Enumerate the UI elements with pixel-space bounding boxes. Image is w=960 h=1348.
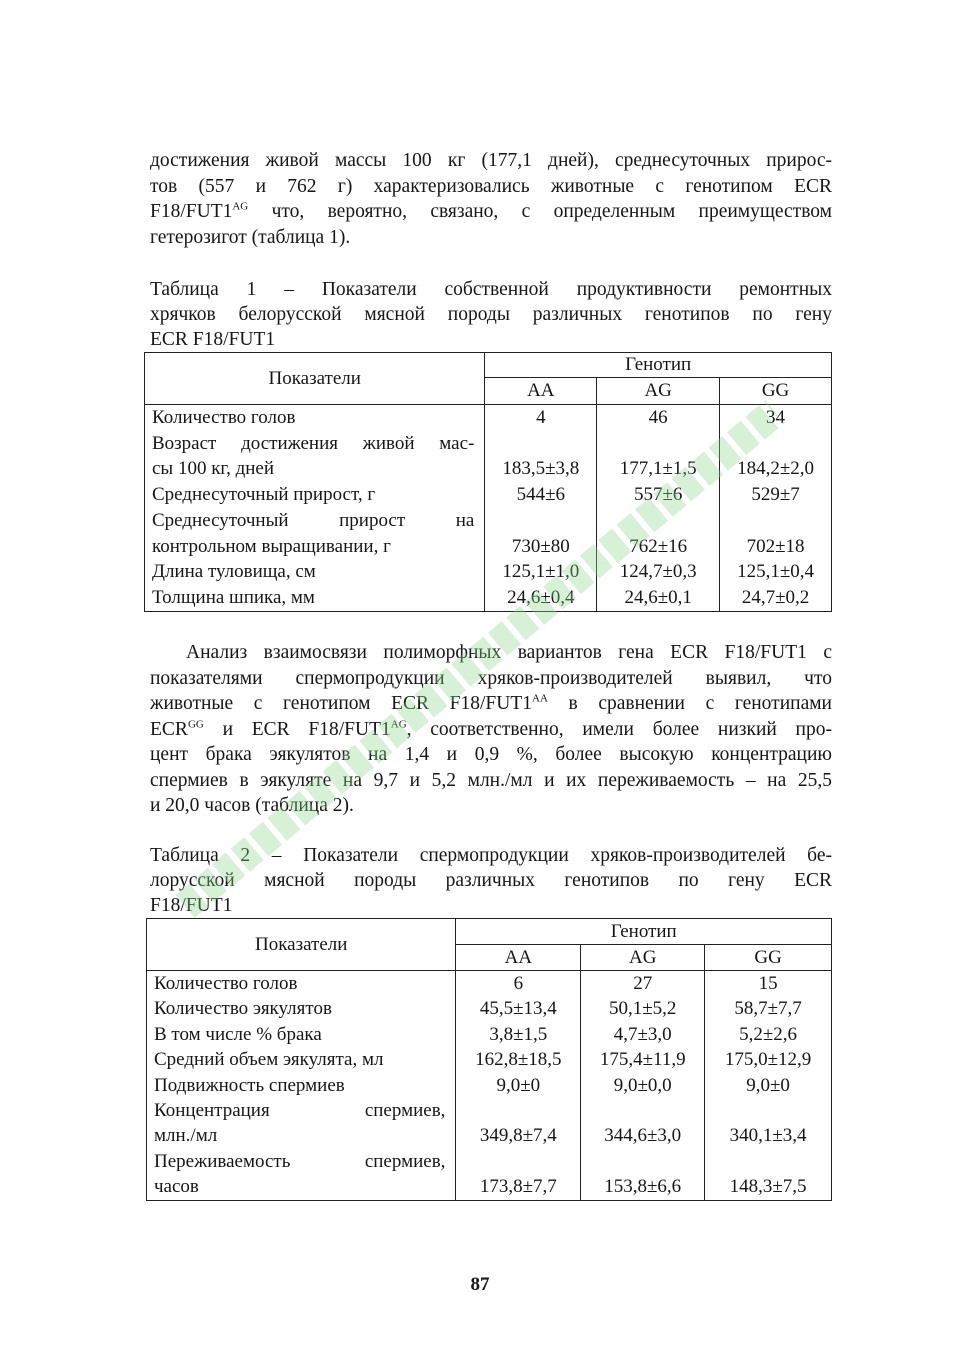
cell-ag: 50,1±5,2	[581, 996, 705, 1021]
table-row	[145, 508, 832, 559]
row-label-line: Длина туловища, см	[152, 561, 316, 583]
cell-gg: 340,1±3,4	[705, 1098, 832, 1149]
table1-caption-line: хрячков белорусской мясной породы различных генотипов по гену	[150, 304, 832, 325]
table-row	[145, 585, 832, 611]
cell-ag: 153,8±6,6	[581, 1149, 705, 1200]
cell-gg: 529±7	[720, 482, 832, 508]
row-label	[145, 431, 485, 482]
table1-caption-line: ECR F18/FUT1	[150, 329, 276, 350]
table1-genotype-gg: GG	[720, 378, 832, 405]
cell-aa: 730±80	[485, 508, 597, 559]
table-row	[147, 1022, 832, 1047]
superscript: AG	[232, 200, 249, 213]
analysis-paragraph	[150, 640, 832, 819]
row-label-line: Среднесуточный прирост, г	[152, 484, 376, 506]
analysis-line: спермиев в эякуляте на 9,7 и 5,2 млн./мл и их переживаемость – на 25,5	[150, 769, 832, 791]
cell-aa: 4	[485, 405, 597, 431]
row-label-line: Подвижность спермиев	[154, 1074, 345, 1096]
cell-ag: 4,7±3,0	[581, 1022, 705, 1047]
cell-aa: 9,0±0	[456, 1073, 581, 1098]
intro-line: достижения живой массы 100 кг (177,1 дней), среднесуточных прирос-	[150, 150, 832, 171]
row-label	[145, 585, 485, 611]
row-label	[145, 508, 485, 559]
row-label-line: сы 100 кг, дней	[152, 458, 275, 480]
row-label	[147, 1149, 456, 1200]
table1-caption	[150, 277, 832, 352]
table1-caption-line: Таблица 1 – Показатели собственной продуктивности ремонтных	[150, 279, 832, 300]
cell-aa: 349,8±7,4	[456, 1098, 581, 1149]
cell-aa: 45,5±13,4	[456, 996, 581, 1021]
table1	[144, 352, 832, 612]
table-row	[145, 482, 832, 508]
table1-genotype-aa: AA	[485, 378, 597, 405]
row-label-line: Количество голов	[152, 407, 296, 428]
table-row	[145, 431, 832, 482]
table-row	[147, 1098, 832, 1149]
cell-aa: 544±6	[485, 482, 597, 508]
row-label	[147, 1022, 456, 1047]
cell-aa: 6	[456, 971, 581, 997]
table-row	[145, 405, 832, 431]
table2-genotype-aa: AA	[456, 945, 581, 971]
row-label-line: Концентрация спермиев,	[154, 1100, 446, 1122]
cell-gg: 184,2±2,0	[720, 431, 832, 482]
analysis-line: показателями спермопродукции хряков-производителей выявил, что	[150, 667, 832, 689]
superscript: AA	[532, 692, 548, 705]
table2-indicator-header: Показатели	[147, 919, 456, 971]
superscript: GG	[187, 718, 204, 730]
cell-gg: 148,3±7,5	[705, 1149, 832, 1200]
table2-caption	[150, 843, 832, 918]
table-row	[147, 1047, 832, 1072]
row-label-line: Среднесуточный прирост на	[152, 509, 475, 531]
cell-ag: 24,6±0,1	[597, 585, 720, 611]
cell-aa: 183,5±3,8	[485, 431, 597, 482]
cell-gg: 24,7±0,2	[720, 585, 832, 611]
row-label	[145, 482, 485, 508]
table-row	[145, 559, 832, 585]
intro-line: тов (557 и 762 г) характеризовались животные с генотипом ECR	[150, 175, 832, 197]
cell-gg: 175,0±12,9	[705, 1047, 832, 1072]
table-row	[147, 1149, 832, 1200]
row-label-line: контрольном выращивании, г	[152, 535, 391, 557]
analysis-line: и 20,0 часов (таблица 2).	[150, 795, 354, 816]
cell-ag: 177,1±1,5	[597, 431, 720, 482]
table-row	[147, 1073, 832, 1098]
cell-gg: 58,7±7,7	[705, 996, 832, 1021]
row-label-line: часов	[154, 1176, 199, 1198]
row-label	[145, 559, 485, 585]
table2	[146, 918, 832, 1201]
row-label	[145, 405, 485, 431]
cell-gg: 5,2±2,6	[705, 1022, 832, 1047]
row-label	[147, 971, 456, 997]
row-label	[147, 1047, 456, 1072]
cell-gg: 125,1±0,4	[720, 559, 832, 585]
table1-indicator-header: Показатели	[145, 353, 485, 405]
page-number: 87	[470, 1274, 490, 1295]
analysis-line: животные с генотипом ECR $F18/FUT1^{AA}$ в сравнении с генотипами	[150, 692, 832, 714]
cell-aa: 162,8±18,5	[456, 1047, 581, 1072]
row-label-line: Средний объем эякулята, мл	[154, 1049, 384, 1071]
table1-genotype-ag: AG	[597, 378, 720, 405]
cell-aa: 24,6±0,4	[485, 585, 597, 611]
cell-aa: 125,1±1,0	[485, 559, 597, 585]
cell-ag: 344,6±3,0	[581, 1098, 705, 1149]
table2-caption-line: лорусской мясной породы различных генотипов по гену ECR	[150, 870, 832, 891]
table-row	[147, 996, 832, 1021]
cell-ag: 27	[581, 971, 705, 997]
table-row	[147, 971, 832, 997]
cell-gg: 15	[705, 971, 832, 997]
superscript: AG	[390, 718, 407, 730]
row-label	[147, 1073, 456, 1098]
table1-genotype-header: Генотип	[485, 353, 832, 378]
table2-genotype-ag: AG	[581, 945, 705, 971]
cell-gg: 702±18	[720, 508, 832, 559]
table2-genotype-gg: GG	[705, 945, 832, 971]
row-label-line: Количество голов	[154, 973, 298, 994]
analysis-line: Анализ взаимосвязи полиморфных вариантов гена ECR F18/FUT1 с	[186, 642, 832, 663]
cell-ag: 9,0±0,0	[581, 1073, 705, 1098]
table2-caption-line: F18/FUT1	[150, 895, 233, 916]
intro-line: гетерозигот (таблица 1).	[150, 226, 351, 248]
cell-aa: 173,8±7,7	[456, 1149, 581, 1200]
row-label-line: млн./мл	[154, 1125, 218, 1147]
cell-ag: 124,7±0,3	[597, 559, 720, 585]
row-label	[147, 996, 456, 1021]
intro-line: $F18/FUT1^{AG}$ что, вероятно, связано, с определенным преимуществом	[150, 200, 832, 222]
table2-caption-line: Таблица 2 – Показатели спермопродукции хряков-производителей бе-	[150, 845, 832, 866]
analysis-line: цент брака эякулятов на 1,4 и 0,9 %, более высокую концентрацию	[150, 744, 832, 765]
cell-ag: 46	[597, 405, 720, 431]
table2-genotype-header: Генотип	[456, 919, 832, 945]
cell-ag: 762±16	[597, 508, 720, 559]
row-label-line: Возраст достижения живой мас-	[152, 432, 475, 454]
row-label	[147, 1098, 456, 1149]
intro-paragraph	[150, 148, 832, 250]
analysis-line: $ECR^{GG}$ и ECR $F18/FUT1^{AG}$, соответственно, имели более низкий про-	[150, 718, 832, 740]
cell-ag: 175,4±11,9	[581, 1047, 705, 1072]
row-label-line: Переживаемость спермиев,	[154, 1150, 446, 1172]
row-label-line: Количество эякулятов	[154, 998, 332, 1020]
cell-gg: 9,0±0	[705, 1073, 832, 1098]
row-label-line: В том числе % брака	[154, 1023, 322, 1045]
cell-aa: 3,8±1,5	[456, 1022, 581, 1047]
row-label-line: Толщина шпика, мм	[152, 586, 315, 608]
cell-ag: 557±6	[597, 482, 720, 508]
cell-gg: 34	[720, 405, 832, 431]
